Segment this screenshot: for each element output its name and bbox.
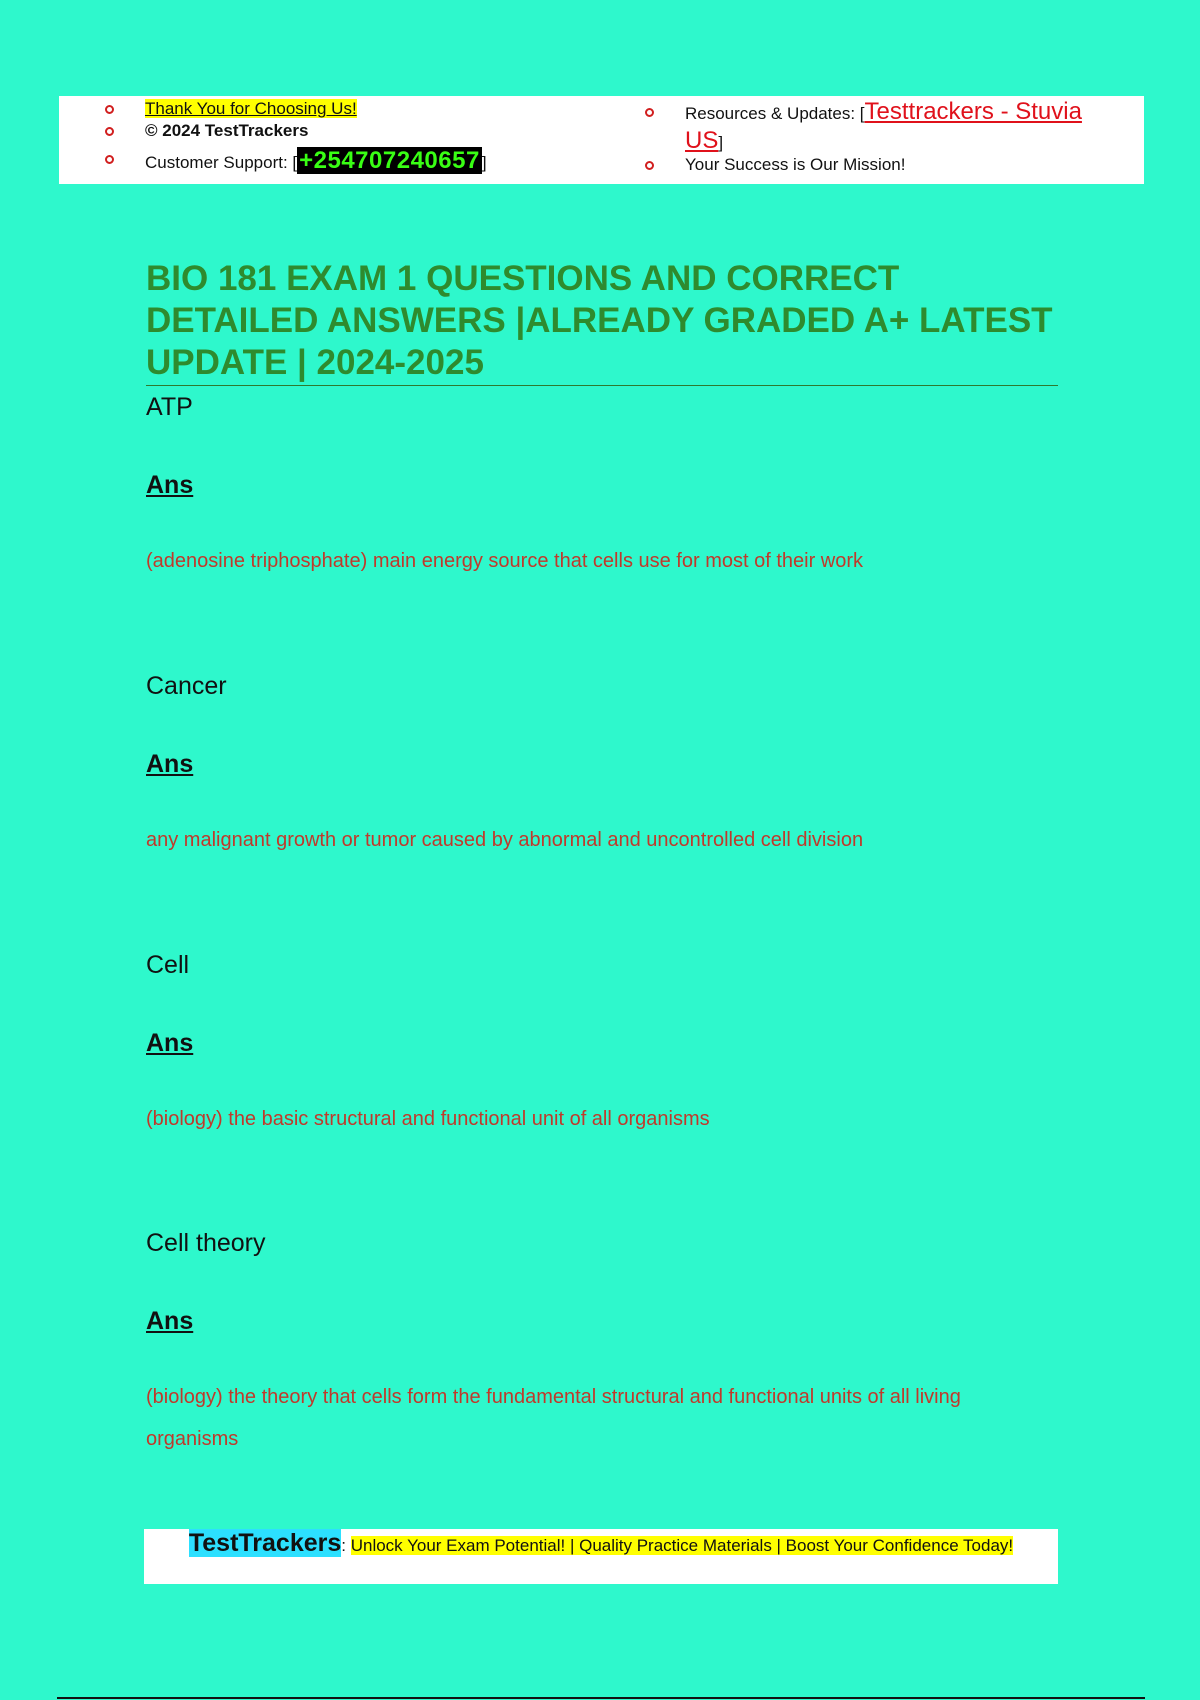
qa-item	[146, 950, 1046, 1140]
support-label: Customer Support: [	[145, 153, 298, 172]
circle-bullet-icon	[645, 108, 654, 117]
promo-tagline: Unlock Your Exam Potential! | Quality Practice Materials | Boost Your Confidence Today!	[350, 1536, 1014, 1555]
mission-item	[645, 154, 1115, 176]
support-item	[105, 147, 487, 174]
copyright-text: © 2024 TestTrackers	[145, 121, 309, 140]
resources-item	[645, 98, 1115, 152]
circle-bullet-icon	[105, 127, 114, 136]
qa-item	[146, 392, 1046, 582]
qa-definition: (biology) the theory that cells form the fundamental structural and functional units of all living organisms	[146, 1386, 961, 1450]
thanks-link[interactable]: Thank You for Choosing Us!	[145, 99, 357, 118]
document-title: BIO 181 EXAM 1 QUESTIONS AND CORRECT DETAILED ANSWERS |ALREADY GRADED A+ LATEST UPDATE | 2024-2025	[146, 259, 1053, 382]
mission-text: Your Success is Our Mission!	[685, 155, 906, 174]
support-phone[interactable]: +254707240657	[299, 147, 480, 174]
qa-ans-label: Ans	[146, 750, 194, 778]
header-right-list	[645, 98, 1115, 176]
circle-bullet-icon	[105, 155, 114, 164]
support-suffix: ]	[481, 153, 487, 172]
page-bottom-rule	[57, 1697, 1145, 1699]
header-left-list	[105, 98, 487, 174]
circle-bullet-icon	[105, 105, 114, 114]
qa-item	[146, 671, 1046, 861]
circle-bullet-icon	[645, 161, 654, 170]
brand-name: TestTrackers	[188, 1529, 342, 1557]
resources-link[interactable]: Testtrackers - Stuvia US	[685, 98, 1082, 154]
qa-term: Cell	[146, 951, 190, 979]
qa-definition: (biology) the basic structural and functional unit of all organisms	[146, 1108, 710, 1130]
resources-suffix: ]	[718, 133, 724, 152]
qa-ans-label: Ans	[146, 1307, 194, 1335]
title-divider	[146, 385, 1058, 386]
qa-ans-label: Ans	[146, 1029, 194, 1057]
qa-definition: any malignant growth or tumor caused by abnormal and uncontrolled cell division	[146, 829, 864, 851]
qa-term: ATP	[146, 393, 193, 421]
qa-term: Cancer	[146, 672, 227, 700]
qa-item	[146, 1228, 1046, 1460]
thanks-item	[105, 98, 487, 120]
qa-definition: (adenosine triphosphate) main energy source that cells use for most of their work	[146, 550, 864, 572]
copyright-item	[105, 120, 487, 142]
header-band	[59, 96, 1144, 184]
qa-term: Cell theory	[146, 1229, 266, 1257]
resources-label: Resources & Updates: [	[685, 104, 865, 123]
qa-ans-label: Ans	[146, 471, 194, 499]
brand-colon: :	[341, 1536, 351, 1555]
promo-banner	[144, 1529, 1058, 1584]
